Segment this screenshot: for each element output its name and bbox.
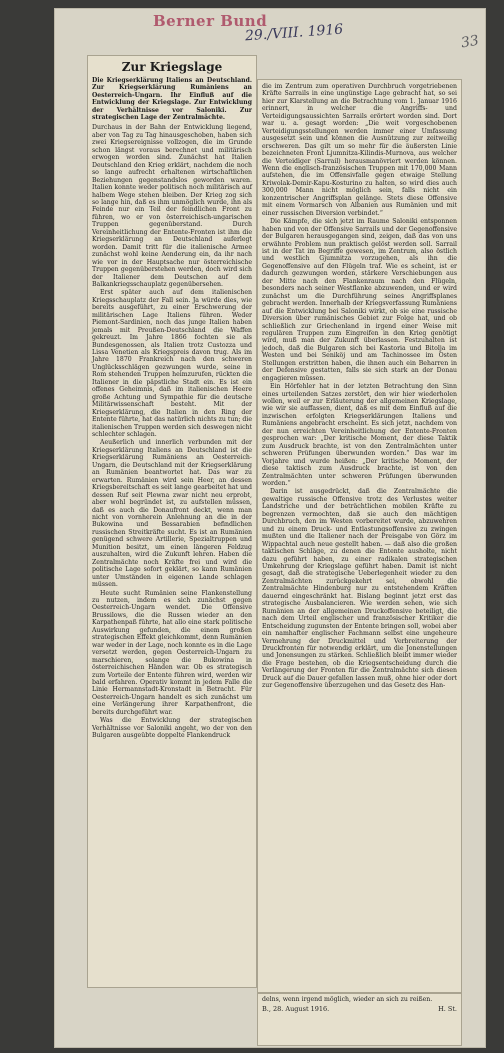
signature-author: H. St. [438,1005,457,1014]
clipping-left-column [87,55,257,988]
paragraph: Erst später auch auf dem italienischen Kriegsschauplatz der Fall sein. Ja würde dies, wie bereits ausgeführt, zu einer Erschwerung der militärischen Lage Italiens führen. Weder Piemont-Sardinien, noch das junge Italien haben jemals mit Preußen-Deutschland die Waffen gekreuzt. Im Jahre 1866 fochten sie als Bundesgenossen, als Italien trotz Custozza und Lissa Venetien als Kriegspreis davon trug. Als im Jahre 1870 Frankreich nach den schweren Unglücksschlägen gezwungen wurde, seine in Rom stehenden Truppen heimzurufen, rückten die Italiener in die päpstliche Stadt ein. Es ist ein offenes Geheimnis, daß im italienischen Heere große Achtung und Sympathie für die deutsche Militärwissenschaft besteht. Mit der Kriegserklärung, die Italien in den Ring der Entente führte, hat das natürlich nichts zu tun; die italienischen Truppen werden sich deswegen nicht schlechter schlagen. [92,289,252,439]
paragraph: Die Kämpfe, die sich jetzt im Raume Saloniki entsponnen haben und von der Offensive Sarrails und der Gegenoffensive der Bulgaren herausgegangen sind, zeigen, daß das von uns erwähnte Problem nun praktisch gelöst werden soll. Sarrail ist in der Tat im Begriffe gewesen, im Zentrum, also östlich und westlich Gjumnitza vorzugehen, als ihn die Gegenoffensive auf den Flügeln traf. Wie es scheint, ist er dadurch gezwungen worden, stärkere Verschiebungen aus der Mitte nach den Flankenraum nach den Flügeln, besonders nach seiner Westflanke abzuwenden, und er wird zunächst um die Durchführung seines Angriffsplanes gebracht werden. Innerhalb der Kriegsverfassung Rumäniens auf die Entwicklung bei Saloniki wirkt, ob sie eine russische Diversion über rumänisches Gebiet zur Folge hat, und ob schließlich zur Griechenland in irgend einer Weise mit regulären Truppen zum Eingreifen in den Krieg genötigt wird, muß man der Zukunft überlassen. Festzuhalten ist jedoch, daß die Bulgaren sich bei Kastoria und Bitolja im Westen und bei Seniköj und am Tachinossee im Osten Stellungen erstritten haben, die ihnen auch ein Beharren in der Defensive gestatten, falls sie sich stark an der Donau engagieren müssen. [262,218,457,382]
paragraph: die im Zentrum zum operativen Durchbruch vorgetriebenen Kräfte Sarrails in eine ungünstige Lage gebracht hat, so sei hier zur Klarstellung an die Betrachtung vom 1. Januar 1916 erinnert, in welcher die Angriffs- und Verteidigungsaussichten Sarrails erörtert worden sind. Dort war u. a. gesagt worden: „Die weit vorgeschobenen Verteidigungsstellungen werden immer einer Umfassung ausgesetzt sein und können die Ausnützung zur zeitweilig erschweren. Das gilt um so mehr für die äußersten Linie bezeichneten Front Ljumnitza-Kilindis-Murnova, aus welcher die Verteidiger (Sarrail) herausmanövriert werden können. Wenn die englisch-französischen Truppen mit 170,000 Mann aufstehen, die im Offensivfalle gegen etwaige Stellung Kriwolak-Demir-Kapu-Kosturino zu halten, so wird dies auch 300,000 Mann nicht möglich sein, falls nicht ein konzentrischer Angriffsplan gelänge. Stets diese Offensive mit einem Vormarsch von Albanien aus Rumänien und mit einer russischen Diversion verbindet.“ [262,83,457,217]
paper-sheet [54,8,486,1048]
handwritten-date: 29./VIII. 1916 [244,21,344,45]
paragraph: Aeußerlich und innerlich verbunden mit der Kriegserklärung Italiens an Deutschland ist die Kriegserklärung Rumäniens an Oesterreich-Ungarn, die Deutschland mit der Kriegserklärung an Rumänien beantwortet hat. Das war zu erwarten. Rumänien wird sein Heer, an dessen Kriegsbereitschaft es seit lange gearbeitet hat und dessen Ruf seit Plewna zwar nicht neu erprobt, aber wohl begründet ist, zu aufstellen müssen, daß es auch die Donaufront deckt, wenn man nicht von vornherein Anlehnung an die in der Bukowina und Bessarabien befindlichen russischen Streitkräfte sucht. Es ist an Rumänien genügend schwere Artillerie, Spezialtruppen und Munition besitzt, um einen längeren Feldzug auszuhalten, wird die Zukunft lehren. Haben die Zentralmächte noch Kräfte frei und wird die politische Lage sofort geklärt, so kann Rumänien unter Umständen in eigenen Lande schlagen müssen. [92,439,252,589]
clipping-footer [257,993,462,1046]
signature-line [258,1003,461,1013]
footer-text: delns, wenn irgend möglich, wieder an sich zu reißen. [262,996,433,1003]
left-column-text [88,124,256,739]
clipping-right-column [257,79,462,993]
pencil-mark: 33 [459,32,481,52]
article-subhead: Die Kriegserklärung Italiens an Deutschland. Zur Kriegserklärung Rumäniens an Oesterreich-Ungarn. Ihr Einfluß auf die Entwicklung der Kriegslage. Zur Entwicklung der Verhältnisse vor Saloniki. Zur strategischen Lage der Zentralmächte. [92,77,252,122]
paragraph: Darin ist ausgedrückt, daß die Zentralmächte die gewaltige russische Offensive trotz des Verlustes weiter Landstriche und der beträchtlichen mobilen Kräfte zu begrenzen vermochten, daß sie auch den mächtigen Durchbruch, den im Westen vorbereitet wurde, abzuwehren und zu einem Druck- und Entlastungsoffensive zu zwingen mußten und die Italiener nach der Preisgabe von Görz im Wippachtal auch neue gestellt haben. — daß also die großen taktischen Schläge, zu denen die Entente ausholte, nicht dazu geführt haben, zu einer radikalen strategischen Umkehrung der Kriegslage geführt haben. Damit ist nicht gesagt, daß die strategische Ueberlegenheit wieder zu den Zentralmächten zurückgekehrt sei, obwohl die Zentralmächte Hindenburg nur zu entstehendem Kräften dauernd eingeschränkt hat. Bislang beginnt jetzt erst das strategische Ausbalancieren. Wie werden sehen, wie sich Rumänien an der allgemeinen Druckoffensive beteiligt, die nach dem Urteil englischer und französischer Kritiker die Entscheidung zugunsten der Entente bringen soll, wobei aber ein namhafter englischer Fachmann selbst eine ungeheure Vermehrung der Druckmittel und Verbreiterung der Druckfronten für notwendig erklärt, um die Jonenstellungen und Jonensungen zu stärken. Schließlich bleibt immer wieder die Frage bestehen, ob die Kriegsentscheidung durch die Verlängerung der Fronten für die Zentralmächte sich diesen Druck auf die Dauer gefallen lassen muß, ohne hier oder dort zur Gegenoffensive überzugehen und das Gesetz des Han- [262,488,457,690]
paragraph: Was die Entwicklung der strategischen Verhältnisse vor Saloniki angeht, wo der von den Bulgaren ausgeübte doppelte Flankendruck [92,717,252,740]
paragraph: Durchaus in der Bahn der Entwicklung liegend, aber von Tag zu Tag hinausgeschoben, haben sich zwei Kriegsereignisse vollzogen, die im Grunde schon längst voraus berechnet und militärisch erwogen worden sind. Zunächst hat Italien Deutschland den Krieg erklärt, nachdem die noch so lange aufrecht erhaltenen wirtschaftlichen Beziehungen gegenstandslos geworden waren. Italien konnte weder politisch noch militärisch auf halbem Wege stehen bleiben. Der Krieg zog sich so lange hin, daß es ihm unmöglich wurde, ihn als Feinde nur ein Teil der feindlichen Front zu führen, wo er von österreichisch-ungarischen Truppen gegenüberstand. Durch Vereinheitlichung der Entente-Fronten ist ihm die Kriegserklärung an Deutschland auferlegt worden. Damit tritt für die italienische Armee zunächst wohl keine Aenderung ein, da ihr nach wie vor in der Hauptsache nur österreichische Truppen gegenüberstehen werden, doch wird sich der Italiener dem Deutschen auf dem Balkankriegsschauplatz gegenübersehen. [92,124,252,288]
right-column-text [258,80,461,690]
signature-place-date: B., 28. August 1916. [262,1005,330,1014]
paragraph: Heute sucht Rumänien seine Flankenstellung zu nutzen, indem es sich zunächst gegen Oesterreich-Ungarn wendet. Die Offensive Brussilows, die die Russen wieder an den Karpathenpaß führte, hat allo eine stark politische Auswirkung gefunden, die einem großen strategischen Effekt gleichkommt, denn Rumänien war weder in der Lage, noch konnte es in die Lage versetzt werden, gegen Oesterreich-Ungarn zu marschieren, solange die Bukowina in österreichischen Händen war. Ob es strategisch zum Vorteile der Entente führen wird, werden wir bald erfahren. Operativ kommt in jedem Falle die Linie Hermannstadt-Kronstadt in Betracht. Für Oesterreich-Ungarn handelt es sich zunächst um eine Verlängerung ihrer Karpathenfront, die bereits durchgeführt war. [92,589,252,716]
article-headline: Zur Kriegslage [121,60,223,74]
newspaper-stamp: Berner Bund [153,12,268,30]
paragraph: Ein Hörfehler hat in der letzten Betrachtung den Sinn eines urteilenden Satzes zerstört, den wir hier wiederholen wollen, weil er zur Erläuterung der allgemeinen Kriegslage, wie wir sie auffassen, dient, daß es mit dem Einfluß auf die inzwischen erfolgten Kriegserklärungen Italiens und Rumäniens angebracht erscheint. Es sich jetzt, nachdem von der nun erreichten Vereinheitlichung der Entente-Fronten gesprochen war: „Der kritische Moment, der diese Taktik zum Ausdruck brachte, ist von den Zentralmächten unter schweren Prüfungen überwunden worden.“ Das war im Vorjahre und wurde heißen: „Der kritische Moment, der diese taktisch zum Ausdruck brachte, ist von den Zentralmächten unter schweren Prüfungen überwunden worden.“ [262,383,457,488]
